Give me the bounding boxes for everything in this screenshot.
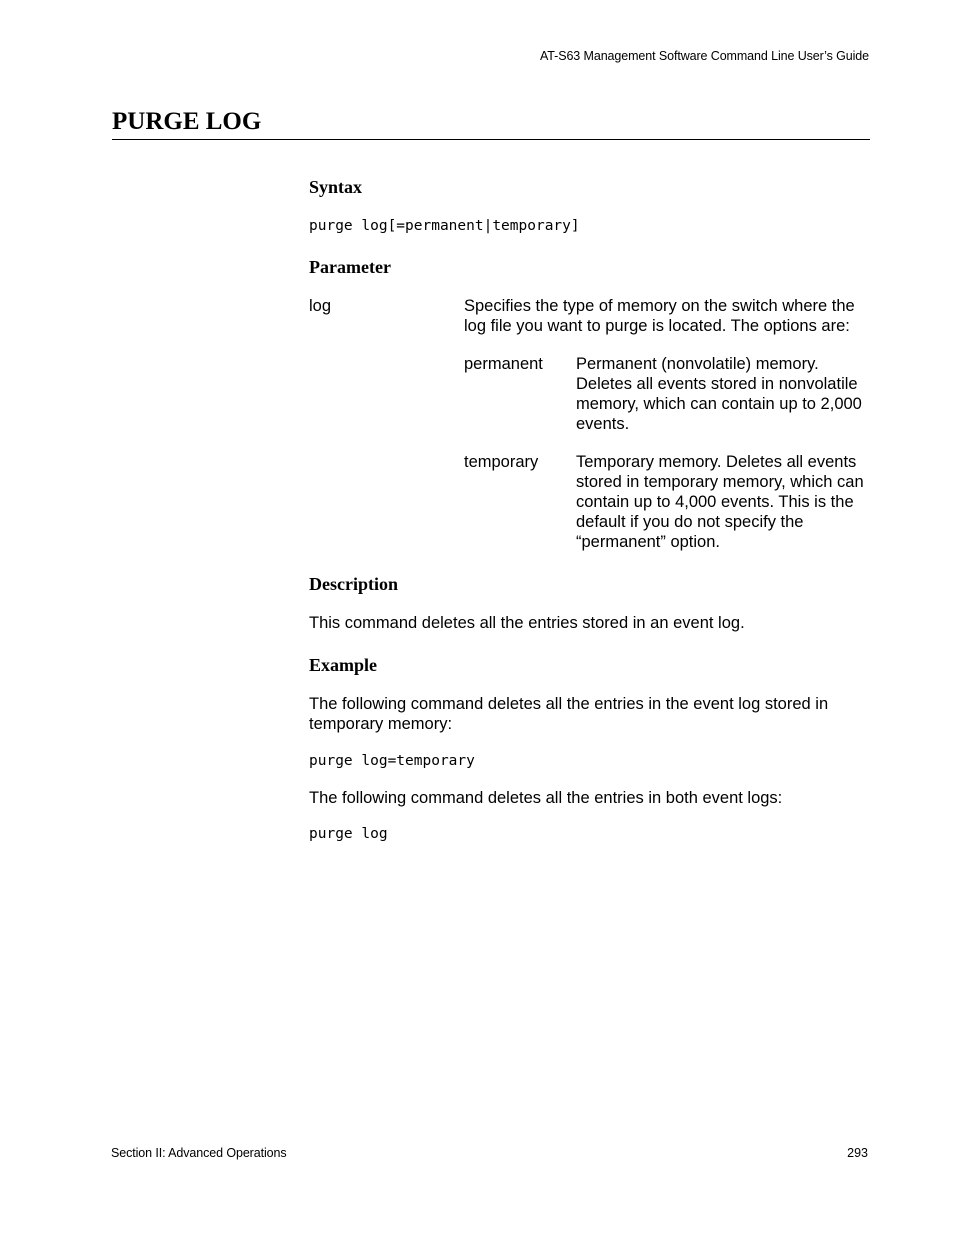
parameter-heading: Parameter [309, 257, 391, 277]
option-name: temporary [464, 453, 539, 471]
option-name: permanent [464, 355, 543, 373]
running-header: AT-S63 Management Software Command Line User’s Guide [540, 49, 869, 63]
option-row-permanent [464, 354, 870, 434]
main-content [309, 175, 870, 844]
page-title: PURGE LOG [112, 108, 262, 135]
example-command: purge log [309, 826, 388, 842]
parameter-row [309, 296, 870, 336]
syntax-heading: Syntax [309, 177, 363, 197]
example-intro: The following command deletes all the entries in both event logs: [309, 789, 783, 807]
example-heading: Example [309, 655, 378, 675]
parameter-name: log [309, 297, 332, 315]
title-rule [112, 139, 870, 140]
footer-section: Section II: Advanced Operations [111, 1146, 287, 1160]
description-text: This command deletes all the entries stored in an event log. [309, 614, 745, 632]
example-intro: The following command deletes all the entries in the event log stored in temporary memory: [309, 695, 829, 733]
footer-page-number: 293 [847, 1146, 868, 1160]
option-description: Permanent (nonvolatile) memory. Deletes all events stored in nonvolatile memory, which can contain up to 2,000 events. [576, 355, 862, 433]
example-command: purge log=temporary [309, 753, 475, 769]
syntax-command: purge log[=permanent|temporary] [309, 218, 580, 234]
option-description: Temporary memory. Deletes all events stored in temporary memory, which can contain up to 4,000 events. This is the default if you do not specify the “permanent” option. [576, 453, 864, 551]
option-row-temporary [464, 452, 870, 552]
parameter-description: Specifies the type of memory on the switch where the log file you want to purge is located. The options are: [464, 297, 855, 335]
description-heading: Description [309, 574, 398, 594]
